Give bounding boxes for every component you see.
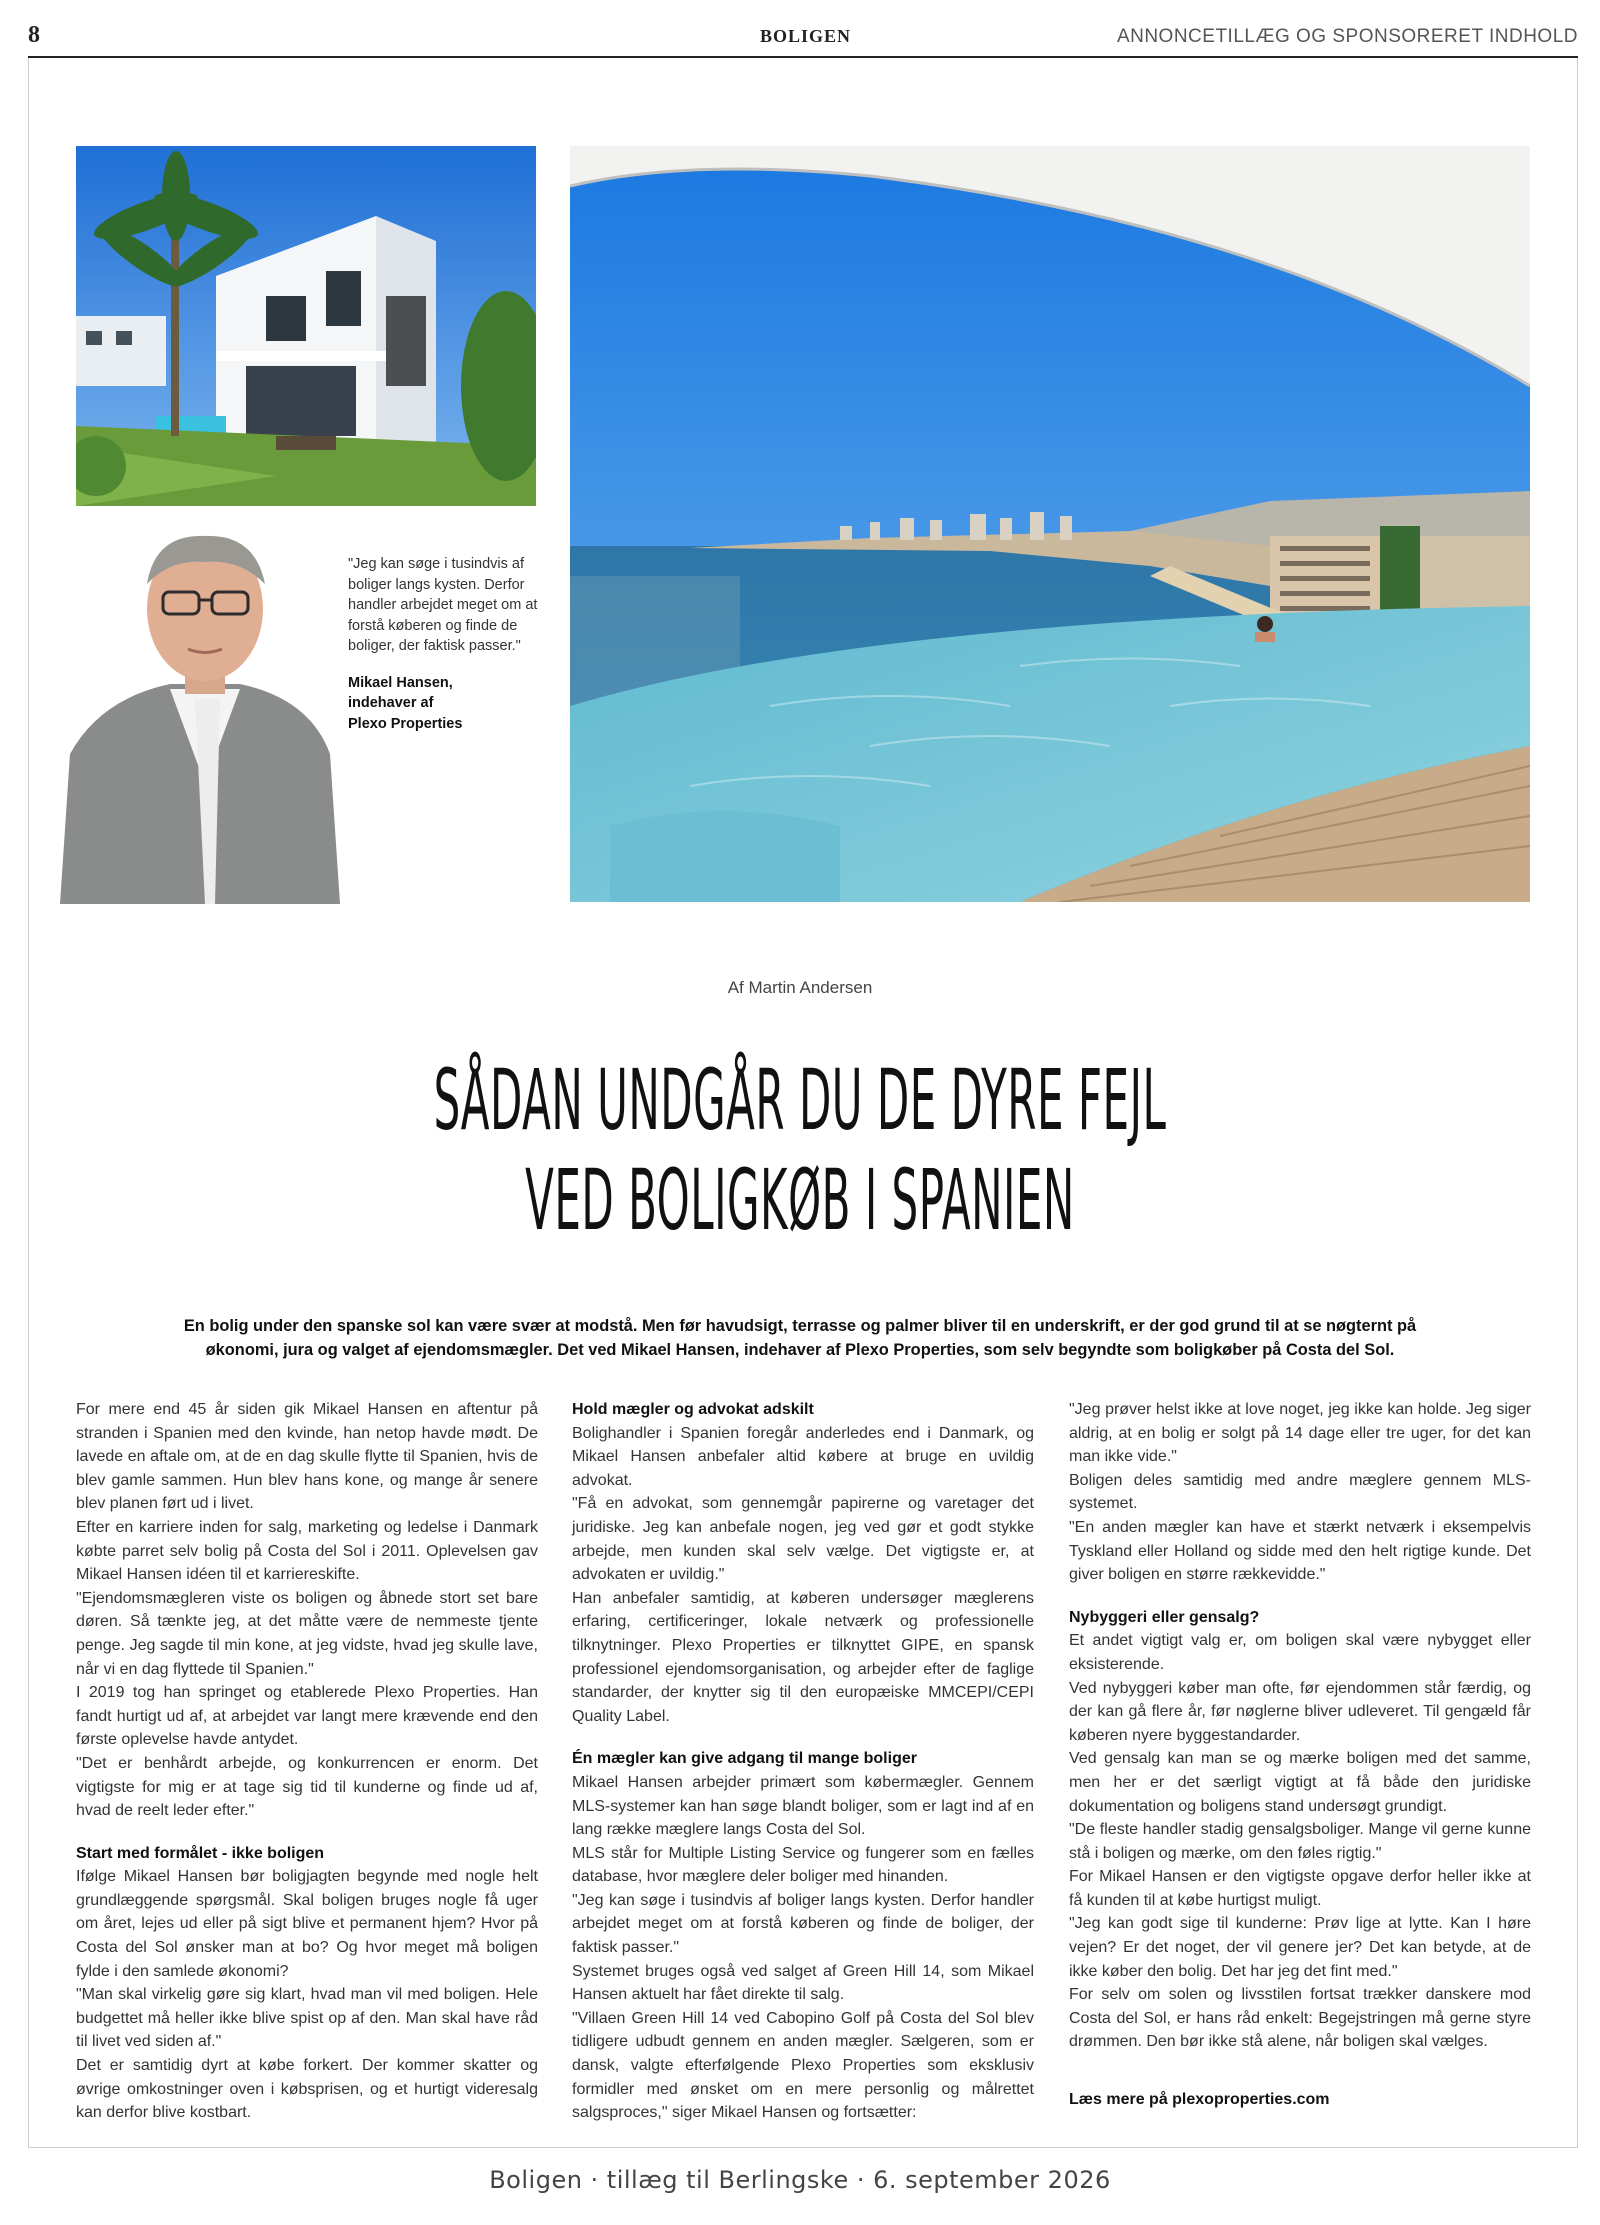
article-column-3: [1069, 1398, 1531, 2112]
pull-quote-attribution: [348, 673, 548, 735]
paragraph: "En anden mægler kan have et stærkt netværk i eksempelvis Tyskland eller Holland og sidde med den helt rigtige kunde. Det giver boligen en større rækkevidde.": [1069, 1518, 1531, 1584]
paragraph: MLS står for Multiple Listing Service og fungerer som en fælles database, hvor mæglere deler boliger med hinanden.: [572, 1844, 1034, 1886]
pull-quote: [348, 554, 548, 734]
lead-paragraph: En bolig under den spanske sol kan være svær at modstå. Men før havudsigt, terrasse og palmer bliver til en underskrift, er der god grund til at se nøgternt på økonomi, jura og valget af ejendomsmægler. Det ved Mikael Hansen, indehaver af Plexo Properties, som selv begyndte som boligkøber på Costa del Sol.: [183, 1317, 1417, 1359]
paragraph: "Jeg kan godt sige til kunderne: Prøv lige at lytte. Kan I høre vejen? Er det noget, der vil genere jer? Det kan betyde, at de ikke køber den bolig. Det har jeg det fint med.": [1069, 1915, 1531, 1980]
byline: Af Martin Andersen: [727, 978, 873, 997]
paragraph: "Få en advokat, som gennemgår papirerne og varetager det juridiske. Jeg kan anbefale nogen, jeg ved gør et godt stykke arbejde, men kunden skal selv vælge. Det vigtigste er, at advokaten er uvildig.": [572, 1495, 1034, 1584]
article-column-1: [76, 1398, 538, 2125]
paragraph: "Ejendomsmægleren viste os boligen og åbnede stort set bare døren. Så tænkte jeg, at det måtte være de nemmeste tjente penge. Jeg sagde til min kone, at jeg vidste, hvad jeg skulle lave, når vi en dag flyttede til Spanien.": [76, 1589, 538, 1678]
paragraph: Bolighandler i Spanien foregår anderledes end i Danmark, og Mikael Hansen anbefaler altid købere at bruge en uvildig advokat.: [572, 1424, 1034, 1489]
article-column-2: [572, 1398, 1034, 2125]
paragraph: Ved gensalg kan man se og mærke boligen med det samme, men her er det særligt vigtigt at få både den juridiske dokumentation og boligens stand undersøgt grundigt.: [1069, 1750, 1531, 1815]
paragraph: Det er samtidig dyrt at købe forkert. Der kommer skatter og øvrige omkostninger oven i købsprisen, og et hurtigt videresalg kan derfor blive kostbart.: [76, 2057, 538, 2122]
headline-line: VED BOLIGKØB I SPANIEN: [525, 1151, 1075, 1249]
paragraph: Systemet bruges også ved salget af Green Hill 14, som Mikael Hansen aktuelt har fået direkte til salg.: [572, 1962, 1034, 2004]
sponsored-label: ANNONCETILLÆG OG SPONSORERET INDHOLD: [1116, 26, 1578, 47]
read-more-link[interactable]: Læs mere på plexoproperties.com: [1069, 2091, 1330, 2109]
subheading: Start med formålet - ikke boligen: [76, 1844, 325, 1862]
paragraph: For Mikael Hansen er den vigtigste opgave derfor heller ikke at få kunden til at købe hurtigst muligt.: [1069, 1868, 1531, 1909]
page-footer: Boligen · tillæg til Berlingske · 6. september 2026: [489, 2166, 1111, 2194]
paragraph: Efter en karriere inden for salg, marketing og ledelse i Danmark købte parret selv bolig på Costa del Sol i 2011. Oplevelsen gav Mikael Hansen idéen til et karriereskifte.: [76, 1518, 538, 1584]
paragraph: "Jeg prøver helst ikke at love noget, jeg ikke kan holde. Jeg siger aldrig, at en bolig er solgt på 14 dage eller tre uger, for det kan man ikke vide.": [1069, 1401, 1531, 1466]
paragraph: "Man skal virkelig gøre sig klart, hvad man vil med boligen. Hele budgettet må heller ikke blive spist op af den. Man skal have råd til livet ved siden af.": [76, 1986, 538, 2051]
paragraph: "De fleste handler stadig gensalgsboliger. Mange vil gerne kunne stå i boligen og mærke, om den føles rigtig.": [1069, 1821, 1531, 1862]
paragraph: For mere end 45 år siden gik Mikael Hansen en aftentur på stranden i Spanien med den kvinde, han netop havde mødt. De lavede en aftale om, at de en dag skulle flytte til Spanien, hvis de blev gamle sammen. Hun blev hans kone, og mange år senere blev planen ført ud i livet.: [76, 1401, 538, 1513]
paragraph: Et andet vigtigt valg er, om boligen skal være nybygget eller eksisterende.: [1069, 1632, 1531, 1673]
subheading: Én mægler kan give adgang til mange boliger: [572, 1750, 917, 1768]
section-title: BOLIGEN: [760, 26, 852, 46]
attribution-line: Plexo Properties: [348, 715, 463, 732]
paragraph: Ifølge Mikael Hansen bør boligjagten begynde med nogle helt grundlæggende spørgsmål. Skal boligen bruges nogle få uger om året, lejes ud eller på sigt blive et permanent hjem? Hvor på Costa del Sol ønsker man at bo? Og hvor meget må boligen fylde i den samlede økonomi?: [76, 1868, 538, 1980]
paragraph: Boligen deles samtidig med andre mæglere gennem MLS-systemet.: [1069, 1471, 1531, 1513]
paragraph: I 2019 tog han springet og etablerede Plexo Properties. Han fandt hurtigt ud af, at arbejdet var langt mere krævende end den første oplevelse havde antydet.: [76, 1684, 538, 1749]
paragraph: "Villaen Green Hill 14 ved Cabopino Golf på Costa del Sol blev tidligere udbudt gennem en anden mægler. Sælgeren, som er dansk, valgte efterfølgende Plexo Properties som eksklusiv formidler med ønsket om en mere personlig og målrettet salgsproces," siger Mikael Hansen og fortsætter:: [572, 2009, 1034, 2122]
headline-line: SÅDAN UNDGÅR DU DE DYRE FEJL: [433, 1051, 1167, 1149]
paragraph: For selv om solen og livsstilen fortsat trækker danskere mod Costa del Sol, er hans råd enkelt: Begejstringen må gerne styre drømmen. Den bør ikke stå alene, når boligen skal vælges.: [1069, 1986, 1531, 2051]
subheading: Hold mægler og advokat adskilt: [572, 1401, 814, 1418]
attribution-line: Mikael Hansen,: [348, 674, 453, 691]
paragraph: "Det er benhårdt arbejde, og konkurrencen er enorm. Det vigtigste for mig er at tage sig tid til kunderne og finde ud af, hvad de reelt leder efter.": [76, 1754, 538, 1820]
subheading: Nybyggeri eller gensalg?: [1069, 1608, 1260, 1626]
pull-quote-text: "Jeg kan søge i tusindvis af boliger langs kysten. Derfor handler arbejdet meget om at forstå køberen og finde de boliger, der faktisk passer.": [348, 556, 538, 654]
paragraph: Ved nybyggeri køber man ofte, før ejendommen står færdig, og der kan gå flere år, før nøglerne bliver udleveret. Til gengæld får køberen nyere byggestandarder.: [1069, 1679, 1531, 1744]
paragraph: "Jeg kan søge i tusindvis af boliger langs kysten. Derfor handler arbejdet meget om at forstå køberen og finde de boliger, der faktisk passer.": [572, 1891, 1034, 1957]
villa-photo: [76, 146, 536, 506]
page-number: 8: [28, 22, 40, 48]
pool-photo: [570, 146, 1530, 902]
headline: [400, 1050, 1200, 1250]
paragraph: Mikael Hansen arbejder primært som købermægler. Gennem MLS-systemer kan han søge blandt boliger, som er lagt ind af en lang række mæglere langs Costa del Sol.: [572, 1773, 1034, 1839]
attribution-line: indehaver af: [348, 695, 434, 711]
paragraph: Han anbefaler samtidig, at køberen undersøger mæglerens erfaring, certificeringer, lokale netværk og professionelle tilknytninger. Plexo Properties er tilknyttet GIPE, en spansk professionel ejendomsorganisation, og arbejder efter de faglige standarder, der knytter sig til den europæiske MMCEPI/CEPI Quality Label.: [572, 1589, 1034, 1725]
